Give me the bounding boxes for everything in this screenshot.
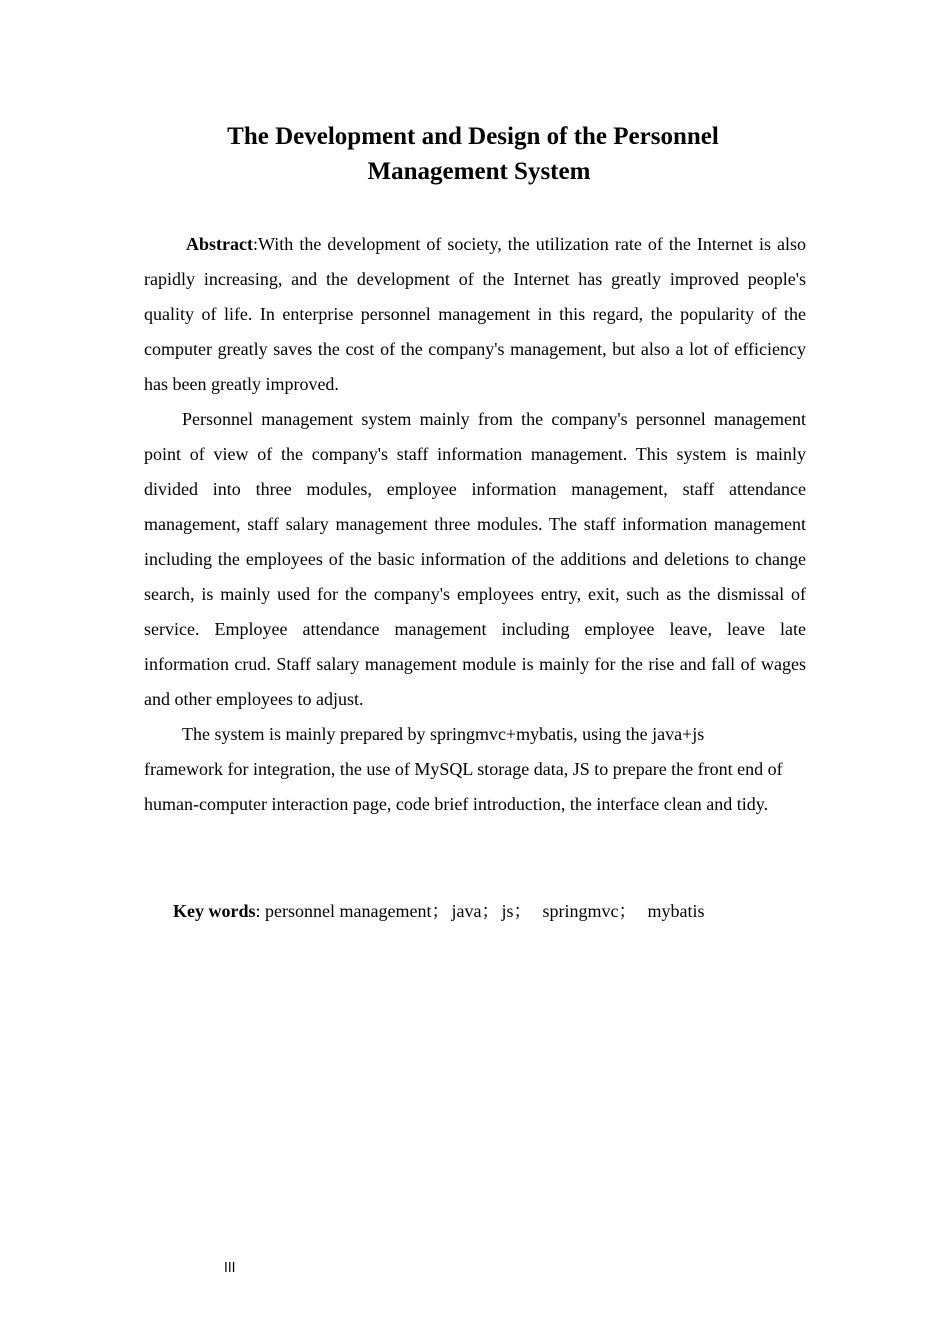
abstract-separator: :: [252, 234, 258, 254]
keywords-separator: :: [255, 901, 266, 921]
abstract-paragraph-1-text: With the development of society, the utilization rate of the Internet is also rapidly increasing, and the development of the Internet has greatly improved people's quality of life. In enterprise personnel management in this regard, the popularity of the computer greatly saves the cost of the company's management, but also a lot of efficiency has been greatly improved.: [144, 234, 806, 394]
abstract-section: [144, 227, 806, 822]
keywords-line: [173, 894, 706, 929]
keyword-item: js；: [501, 901, 532, 921]
abstract-paragraph-3: The system is mainly prepared by springmvc+mybatis, using the java+js framework for integration, the use of MySQL storage data, JS to prepare the front end of human-computer interaction page, code brief introduction, the interface clean and tidy.: [144, 724, 783, 814]
keyword-item: java；: [451, 901, 500, 921]
keyword-item: springmvc；: [542, 901, 637, 921]
keywords-label: Key words: [173, 901, 256, 921]
abstract-paragraph-2: Personnel management system mainly from the company's personnel management point of view of the company's staff information management. This system is mainly divided into three modules, employee information management, staff attendance management, staff salary management three modules. The staff information management including the employees of the basic information of the additions and deletions to change search, is mainly used for the company's employees entry, exit, such as the dismissal of service. Employee attendance management including employee leave, leave late information crud. Staff salary management module is mainly for the rise and fall of wages and other employees to adjust.: [144, 409, 806, 709]
abstract-paragraph-1: [144, 227, 806, 402]
page-title-line-2: Management System: [367, 158, 591, 185]
page-title-line-1: The Development and Design of the Personnel: [227, 123, 719, 150]
keyword-item: personnel management；: [265, 901, 450, 921]
keyword-item: mybatis: [647, 901, 705, 921]
abstract-label: Abstract: [186, 234, 253, 254]
page-number: III: [224, 1261, 236, 1276]
